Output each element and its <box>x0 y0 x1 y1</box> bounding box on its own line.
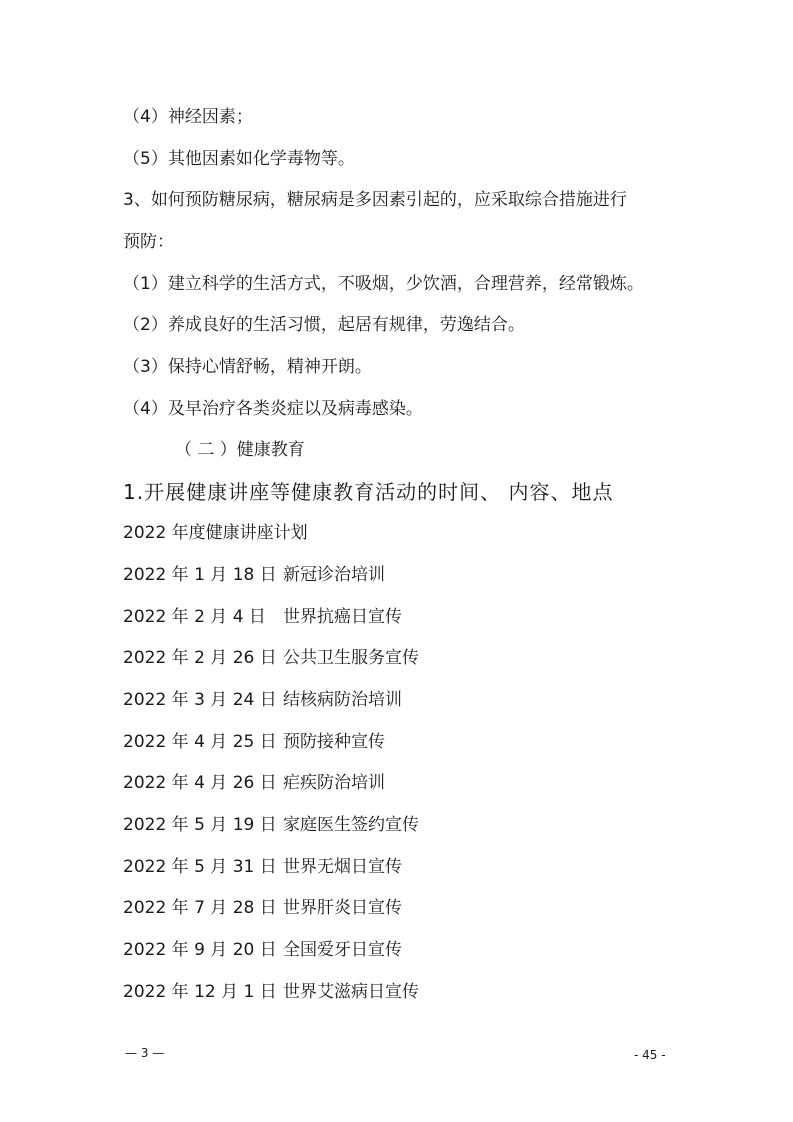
schedule-date: 2022 年 4 月 25 日 <box>123 732 277 752</box>
schedule-topic: 结核病防治培训 <box>283 690 402 710</box>
schedule-row <box>123 647 419 669</box>
schedule-date: 2022 年 7 月 28 日 <box>123 898 277 918</box>
schedule-topic: 疟疾防治培训 <box>283 773 385 793</box>
schedule-date: 2022 年 5 月 31 日 <box>123 857 277 877</box>
section-question-line: 3、如何预防糖尿病，糖尿病是多因素引起的，应采取综合措施进行 <box>123 190 627 210</box>
schedule-date: 2022 年 9 月 20 日 <box>123 940 277 960</box>
schedule-date: 2022 年 3 月 24 日 <box>123 690 277 710</box>
schedule-row <box>123 731 385 753</box>
schedule-row <box>123 689 402 711</box>
schedule-date: 2022 年 2 月 26 日 <box>123 648 277 668</box>
schedule-topic: 公共卫生服务宣传 <box>283 648 419 668</box>
list-item: （4）神经因素； <box>123 107 253 127</box>
list-item: （2）养成良好的生活习惯，起居有规律，劳逸结合。 <box>123 315 525 335</box>
schedule-row <box>123 856 402 878</box>
list-item: （5）其他因素如化学毒物等。 <box>123 149 355 169</box>
schedule-row <box>123 814 419 836</box>
schedule-date: 2022 年 12 月 1 日 <box>123 982 277 1002</box>
schedule-topic: 世界艾滋病日宣传 <box>283 982 419 1002</box>
section-heading: 1.开展健康讲座等健康教育活动的时间、 内容、地点 <box>123 480 614 504</box>
schedule-row <box>123 606 402 628</box>
schedule-date: 2022 年 1 月 18 日 <box>123 565 277 585</box>
schedule-topic: 新冠诊治培训 <box>283 565 385 585</box>
list-item: （4）及早治疗各类炎症以及病毒感染。 <box>123 399 423 419</box>
subsection-title: （ 二 ）健康教育 <box>175 440 305 460</box>
list-item: （3）保持心情舒畅，精神开朗。 <box>123 357 372 377</box>
page-number-right: - 45 - <box>634 1048 666 1062</box>
schedule-row <box>123 772 385 794</box>
schedule-date: 2022 年 5 月 19 日 <box>123 815 277 835</box>
schedule-row <box>123 897 402 919</box>
schedule-row <box>123 564 385 586</box>
section-question-line: 预防： <box>123 232 174 252</box>
schedule-topic: 世界肝炎日宣传 <box>283 898 402 918</box>
schedule-topic: 全国爱牙日宣传 <box>283 940 402 960</box>
plan-title: 2022 年度健康讲座计划 <box>123 523 308 543</box>
page-number-left: — 3 — <box>125 1046 165 1060</box>
schedule-topic: 世界抗癌日宣传 <box>283 607 402 627</box>
schedule-topic: 预防接种宣传 <box>283 732 385 752</box>
schedule-date: 2022 年 2 月 4 日 <box>123 607 266 627</box>
schedule-date: 2022 年 4 月 26 日 <box>123 773 277 793</box>
schedule-topic: 家庭医生签约宣传 <box>283 815 419 835</box>
list-item: （1）建立科学的生活方式，不吸烟，少饮酒，合理营养，经常锻炼。 <box>123 274 644 294</box>
schedule-row <box>123 939 402 961</box>
schedule-row <box>123 981 419 1003</box>
schedule-topic: 世界无烟日宣传 <box>283 857 402 877</box>
